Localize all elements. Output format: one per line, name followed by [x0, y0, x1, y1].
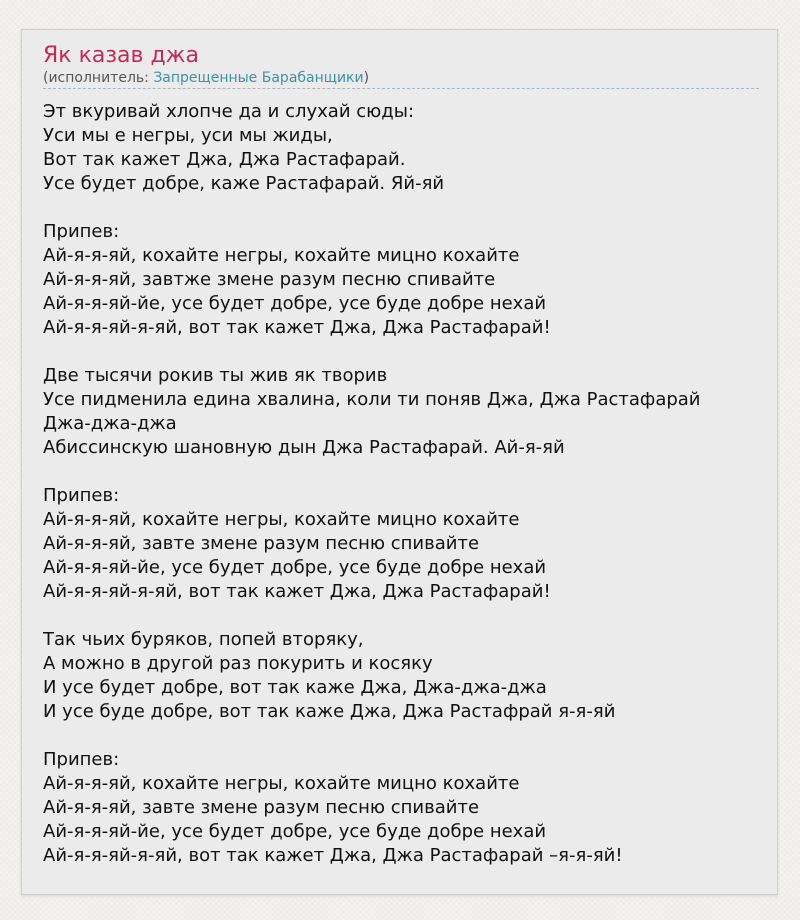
lyrics-stanza	[43, 484, 773, 604]
lyric-line: И усе будет добре, вот так каже Джа, Джа-джа-джа	[43, 677, 547, 698]
song-header	[43, 43, 759, 89]
lyric-line: Ай-я-я-яй, завте змене разум песню спивайте	[43, 533, 480, 554]
lyric-line: Ай-я-я-яй, кохайте негры, кохайте мицно кохайте	[43, 773, 520, 794]
lyric-line: Припев:	[43, 485, 120, 506]
lyric-line: Эт вкуривай хлопче да и слухай сюды:	[43, 101, 415, 122]
lyric-line: Усе будет добре, каже Растафарай. Яй-яй	[43, 173, 445, 194]
lyric-line: Ай-я-я-яй-я-яй, вот так кажет Джа, Джа Растафарай!	[43, 581, 551, 602]
lyrics-stanza	[43, 220, 773, 340]
lyric-line: Ай-я-я-яй-йе, усе будет добре, усе буде добре нехай	[43, 821, 547, 842]
lyric-line: Припев:	[43, 221, 120, 242]
lyrics-stanza	[43, 100, 773, 196]
lyrics-stanza	[43, 364, 773, 460]
lyric-line: Абиссинскую шановную дын Джа Растафарай. Ай-я-яй	[43, 437, 565, 458]
artist-suffix: )	[363, 70, 370, 86]
lyric-line: Ай-я-я-яй, завтже змене разум песню спивайте	[43, 269, 496, 290]
artist-link[interactable]: Запрещенные Барабанщики	[153, 70, 364, 86]
lyric-line: Усе пидменила едина хвалина, коли ти поняв Джа, Джа Растафарай	[43, 389, 701, 410]
lyric-line: Две тысячи рокив ты жив як творив	[43, 365, 388, 386]
lyric-line: Ай-я-я-яй, кохайте негры, кохайте мицно кохайте	[43, 509, 520, 530]
lyric-line: И усе буде добре, вот так каже Джа, Джа Растафрай я-я-яй	[43, 701, 616, 722]
lyric-line: Так чьих буряков, попей вторяку,	[43, 629, 364, 650]
lyric-line: Ай-я-я-яй, завте змене разум песню спивайте	[43, 797, 480, 818]
artist-line	[43, 70, 369, 86]
artist-prefix: (исполнитель:	[43, 70, 154, 86]
lyric-line: Ай-я-я-яй, кохайте негры, кохайте мицно кохайте	[43, 245, 520, 266]
lyric-line: Вот так кажет Джа, Джа Растафарай.	[43, 149, 406, 170]
lyrics-body	[43, 100, 773, 868]
lyric-line: Ай-я-я-яй-я-яй, вот так кажет Джа, Джа Растафарай –я-я-яй!	[43, 845, 623, 866]
lyric-line: А можно в другой раз покурить и косяку	[43, 653, 433, 674]
lyric-line: Ай-я-я-яй-йе, усе будет добре, усе буде добре нехай	[43, 293, 547, 314]
lyric-line: Джа-джа-джа	[43, 413, 177, 434]
lyric-line: Уси мы е негры, уси мы жиды,	[43, 125, 333, 146]
lyrics-card	[21, 29, 778, 895]
lyric-line: Припев:	[43, 749, 120, 770]
lyrics-stanza	[43, 748, 773, 868]
lyrics-stanza	[43, 628, 773, 724]
lyric-line: Ай-я-я-яй-я-яй, вот так кажет Джа, Джа Растафарай!	[43, 317, 551, 338]
song-title: Як казав джа	[43, 43, 199, 68]
lyric-line: Ай-я-я-яй-йе, усе будет добре, усе буде добре нехай	[43, 557, 547, 578]
